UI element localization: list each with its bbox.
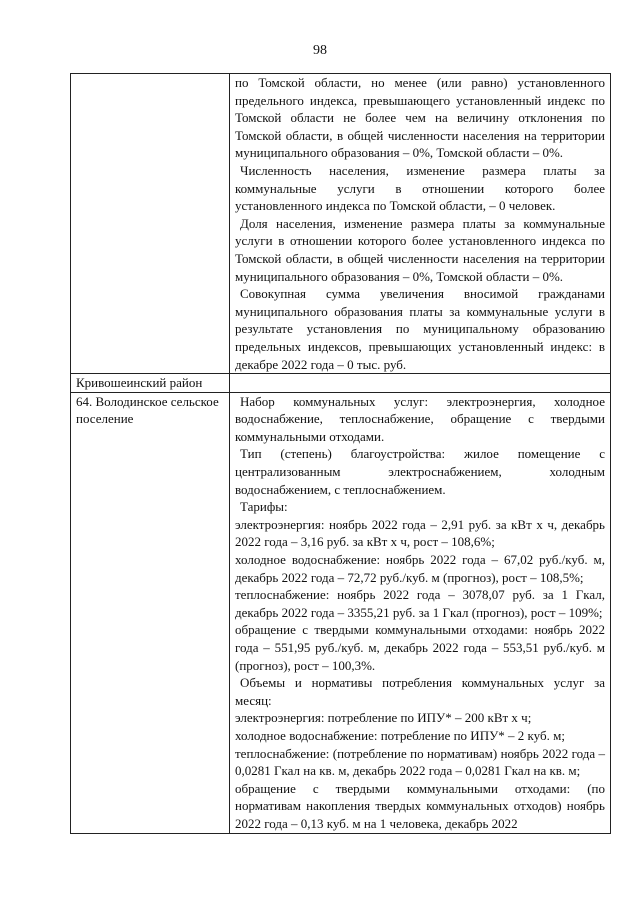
paragraph: холодное водоснабжение: потребление по ИПУ* – 2 куб. м; (235, 727, 565, 743)
paragraph: Доля населения, изменение размера платы за коммунальные услуги в отношении которого более установленного индекса по Томской области, в общей численности населения на территории муниципального образования – 0%, Томской области – 0%. (235, 215, 605, 284)
paragraph: холодное водоснабжение: ноябрь 2022 года – 67,02 руб./куб. м, декабрь 2022 года – 72,72 руб./куб. м (прогноз), рост – 108,5%; (235, 552, 605, 585)
paragraph: электроэнергия: потребление по ИПУ* – 200 кВт х ч; (235, 710, 532, 726)
paragraph: Тип (степень) благоустройства: жилое помещение с централизованным электроснабжением, холодным водоснабжением, с теплоснабжением. (235, 446, 605, 497)
table-row (71, 74, 611, 374)
paragraph: теплоснабжение: (потребление по нормативам) ноябрь 2022 года – 0,0281 Гкал на кв. м, декабрь 2022 года – 0,0281 Гкал на кв. м; (235, 745, 605, 779)
municipality-cell: 64. Володинское сельское поселение (71, 392, 230, 833)
paragraph: обращение с твердыми коммунальными отходами: (по нормативам накопления твердых коммунальных отходов) ноябрь 2022 года – 0,13 куб. м на 1 человека, декабрь 2022 (235, 780, 605, 831)
municipality-cell (71, 74, 230, 374)
table-row (71, 392, 611, 833)
paragraph: Совокупная сумма увеличения вносимой гражданами муниципального образования платы за коммунальные услуги в результате установления по муниципальному образованию предельных индексов, превышающих установленный индекс: в декабре 2022 года – 0 тыс. руб. (235, 286, 605, 372)
paragraph: Тарифы: (240, 499, 288, 515)
table-row (71, 374, 611, 393)
paragraph: обращение с твердыми коммунальными отходами: ноябрь 2022 года – 551,95 руб./куб. м, декабрь 2022 года – 553,51 руб./куб. м (прогноз), рост – 100,3%. (235, 622, 605, 673)
paragraph: Объемы и нормативы потребления коммунальных услуг за месяц: (235, 675, 605, 708)
description-cell (230, 374, 611, 393)
page-number: 98 (313, 43, 327, 58)
district-heading-cell: Кривошеинский район (71, 374, 230, 393)
description-cell (230, 392, 611, 833)
data-table (70, 73, 611, 834)
description-cell (230, 74, 611, 374)
paragraph: по Томской области, но менее (или равно) установленного предельного индекса, превышающего установленный индекс по Томской области не более чем на величину отклонения по Томской области, в общей численности населения на территории муниципального образования – 0%, Томской области – 0%. (235, 75, 605, 161)
paragraph: Численность населения, изменение размера платы за коммунальные услуги в отношении которого более установленного индекса по Томской области, – 0 человек. (235, 162, 605, 214)
paragraph: Набор коммунальных услуг: электроэнергия, холодное водоснабжение, теплоснабжение, обращение с твердыми коммунальными отходами. (235, 393, 605, 444)
paragraph: теплоснабжение: ноябрь 2022 года – 3078,07 руб. за 1 Гкал, декабрь 2022 года – 3355,21 руб. за 1 Гкал (прогноз), рост – 109%; (235, 587, 605, 620)
paragraph: электроэнергия: ноябрь 2022 года – 2,91 руб. за кВт х ч, декабрь 2022 года – 3,16 руб. за кВт х ч, рост – 108,6%; (235, 516, 605, 550)
